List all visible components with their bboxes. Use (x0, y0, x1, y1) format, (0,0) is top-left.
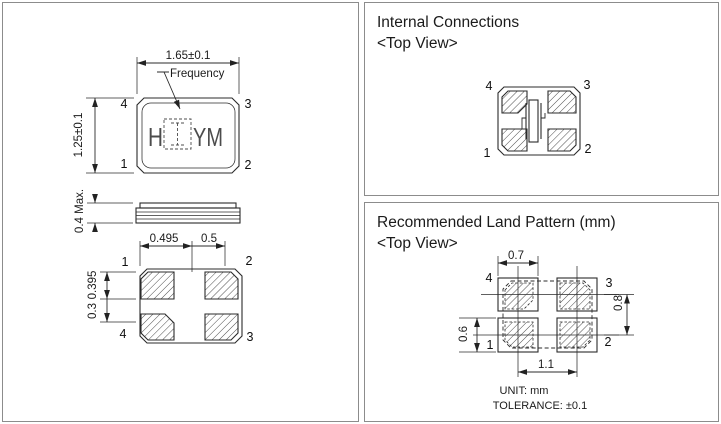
land-pattern-diagram (458, 250, 634, 412)
crystal-wire-to-pin1 (522, 118, 526, 129)
ic-pin-3: 3 (583, 78, 591, 92)
package-top-view (73, 50, 252, 173)
land-pin-1: 1 (486, 338, 494, 352)
bottom-view-pin-3: 3 (246, 330, 254, 344)
marking-suffix: YM (193, 122, 223, 152)
top-view-pin-3: 3 (244, 97, 252, 111)
internal-connections-heading (365, 3, 718, 54)
bottom-view-dim-0395: 0.395 (87, 270, 99, 300)
top-view-height-value: 1.25±0.1 (73, 112, 85, 158)
package-dimensions-drawing (3, 3, 358, 421)
land-pattern-subtitle: <Top View> (377, 235, 458, 252)
internal-connections-diagram (484, 78, 592, 160)
ic-pad-pin3 (548, 91, 576, 113)
land-dim-pitch-x (518, 359, 577, 372)
internal-connections-subtitle: <Top View> (377, 35, 458, 52)
land-chip-pad-pin4 (505, 283, 533, 309)
bottom-view-pin-4: 4 (119, 327, 127, 341)
bottom-view-dim-0495: 0.495 (149, 233, 179, 245)
bottom-view-vertical-dimensions (87, 271, 136, 322)
tolerance-note: TOLERANCE: ±0.1 (492, 400, 588, 412)
bottom-view-dim-05: 0.5 (201, 233, 217, 245)
crystal-symbol (522, 100, 545, 142)
land-pin-4: 4 (485, 271, 493, 285)
land-pin-2: 2 (604, 335, 612, 349)
side-view-thickness-value: 0.4 Max. (74, 188, 86, 234)
land-chip-pad-pin3 (560, 283, 590, 309)
bottom-view-dim-03: 0.3 (87, 303, 99, 319)
land-chip-pad-pin2 (560, 322, 590, 347)
frequency-label: Frequency (170, 68, 225, 80)
top-view-pin-2: 2 (244, 158, 252, 172)
top-view-pin-4: 4 (120, 97, 128, 111)
crystal-element (529, 100, 538, 142)
bottom-pad-pin1 (141, 272, 174, 299)
bottom-pad-pin3 (205, 314, 238, 340)
land-dim-pitch-y (604, 295, 634, 336)
marking-prefix: H (148, 122, 163, 152)
ic-pad-pin4 (502, 91, 527, 113)
frequency-code-placeholder-glyph (171, 123, 184, 145)
land-chip-pad-pin1 (505, 322, 533, 347)
bottom-pad-pin4 (141, 314, 174, 340)
package-bottom-view (87, 233, 254, 344)
land-dim-pad-height-value: 0.6 (458, 326, 470, 342)
ic-pin-2: 2 (584, 142, 592, 156)
land-pin-3: 3 (605, 276, 613, 290)
side-view-lid (140, 203, 236, 208)
bottom-view-pin-1: 1 (121, 255, 129, 269)
bottom-pad-pin2 (205, 272, 238, 299)
land-dim-pad-width-value: 0.7 (508, 250, 524, 262)
land-pattern-heading (365, 203, 718, 254)
land-dim-pitch-x-value: 1.1 (538, 359, 554, 371)
land-pattern-panel (364, 202, 719, 422)
top-view-pin-1: 1 (120, 157, 128, 171)
bottom-view-horizontal-dimensions (140, 233, 225, 272)
bottom-view-pin-2: 2 (245, 254, 253, 268)
ic-pad-pin2 (548, 129, 576, 151)
ic-pad-pin1 (502, 129, 527, 151)
package-dimensions-panel (2, 2, 359, 422)
crystal-wire-to-pin3 (541, 113, 545, 118)
side-view-thickness-dimension (74, 189, 133, 233)
internal-connections-title: Internal Connections (377, 14, 520, 31)
land-pattern-title: Recommended Land Pattern (mm) (377, 214, 616, 231)
internal-connections-panel (364, 2, 719, 196)
ic-pin-1: 1 (483, 146, 491, 160)
top-view-width-value: 1.65±0.1 (165, 50, 211, 62)
package-side-view (74, 189, 240, 233)
unit-note: UNIT: mm (499, 385, 549, 397)
land-dim-pitch-y-value: 0.8 (613, 295, 625, 311)
ic-pin-4: 4 (485, 79, 493, 93)
